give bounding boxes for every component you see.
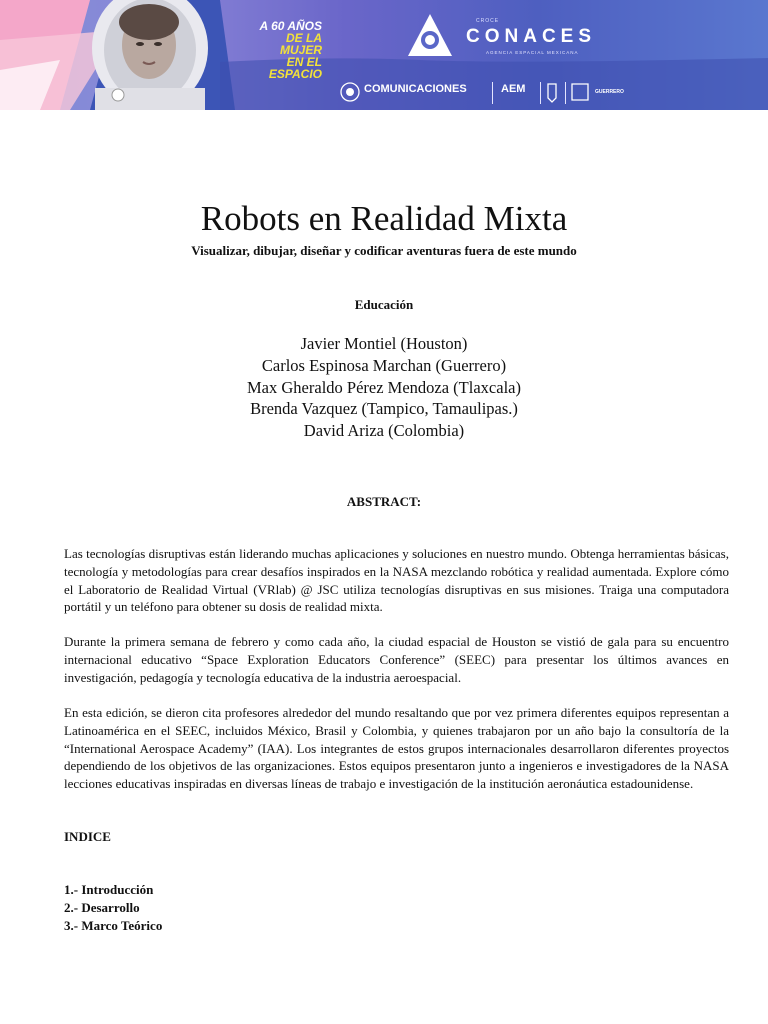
astronaut-image <box>92 0 208 110</box>
divider <box>565 82 566 104</box>
author-name: Carlos Espinosa Marchan (Guerrero) <box>261 355 507 375</box>
index-item: 2.- Desarrollo <box>64 899 140 915</box>
anniversary-line-2: DE LA MUJER <box>279 31 322 57</box>
author-name: David Ariza (Colombia) <box>303 421 465 441</box>
author-name: Brenda Vazquez (Tampico, Tamaulipas.) <box>250 399 518 419</box>
header-banner <box>0 0 768 110</box>
abstract-paragraph: Las tecnologías disruptivas están liderando muchas aplicaciones y soluciones en nuestro mundo. Obtenga herramientas básicas, tecnología y metodologías para crear desafíos inspirados en la NASA mezclando robótica y realidad aumentada. Explore cómo el Laboratorio de Realidad Virtual (VRlab) @ JSC utiliza tecnologías disruptivas en sus misiones. Traiga una computadora portátil y un teléfono para obtener su dosis de realidad mixta. <box>64 546 729 615</box>
anniversary-line-3: EN EL ESPACIO <box>268 55 322 81</box>
index-item: 3.- Marco Teórico <box>64 917 163 933</box>
logo-subtitle: AGENCIA ESPACIAL MEXICANA <box>486 50 579 55</box>
author-name: Max Gheraldo Pérez Mendoza (Tlaxcala) <box>247 377 521 397</box>
abstract-paragraph: Durante la primera semana de febrero y como cada año, la ciudad espacial de Houston se vistió de gala para su encuentro internacional educativo “Space Exploration Educators Conference” (SEEC) para presentar los últimos avances en investigación, pedagogía y tecnología educativa de la industria aeroespacial. <box>64 634 729 685</box>
logo-top-text: CROCE <box>476 18 500 24</box>
partner-guerrero: GUERRERO <box>595 89 624 95</box>
divider <box>540 82 541 104</box>
divider <box>492 82 493 104</box>
conaces-logo-text: CONACES <box>466 26 597 47</box>
author-name: Javier Montiel (Houston) <box>300 334 468 353</box>
abstract-paragraph: En esta edición, se dieron cita profesores alrededor del mundo resaltando que por vez primera diferentes equipos representan a Latinoamérica en el SEEC, incluidos México, Brasil y Colombia, y quienes trabajaron por un año bajo la consultoría de la “International Aerospace Academy” (IAA). Los integrantes de estos grupos internacionales desarrollaron diferentes proyectos dependiendo de los objetivos de las organizaciones. Estos equipos presentaron junto a ingenieros e investigadores de la NASA lecciones educativas inspiradas en diversas líneas de trabajo e investigación de la institución aeronáutica estadounidense. <box>64 705 729 792</box>
anniversary-tagline <box>242 20 322 80</box>
document-category: Educación <box>354 297 414 312</box>
document-subtitle: Visualizar, dibujar, diseñar y codificar aventuras fuera de este mundo <box>191 243 577 258</box>
conaces-logo-icon <box>408 14 452 56</box>
document-title: Robots en Realidad Mixta <box>200 199 568 238</box>
partner-comunicaciones: COMUNICACIONES <box>364 83 467 95</box>
index-list <box>64 881 162 934</box>
abstract-heading: ABSTRACT: <box>346 494 422 509</box>
index-heading: INDICE <box>64 829 111 844</box>
partner-aem: AEM <box>501 83 526 95</box>
index-item: 1.- Introducción <box>64 882 154 897</box>
author-list <box>0 333 768 442</box>
anniversary-line-1: A 60 AÑOS <box>259 19 322 33</box>
